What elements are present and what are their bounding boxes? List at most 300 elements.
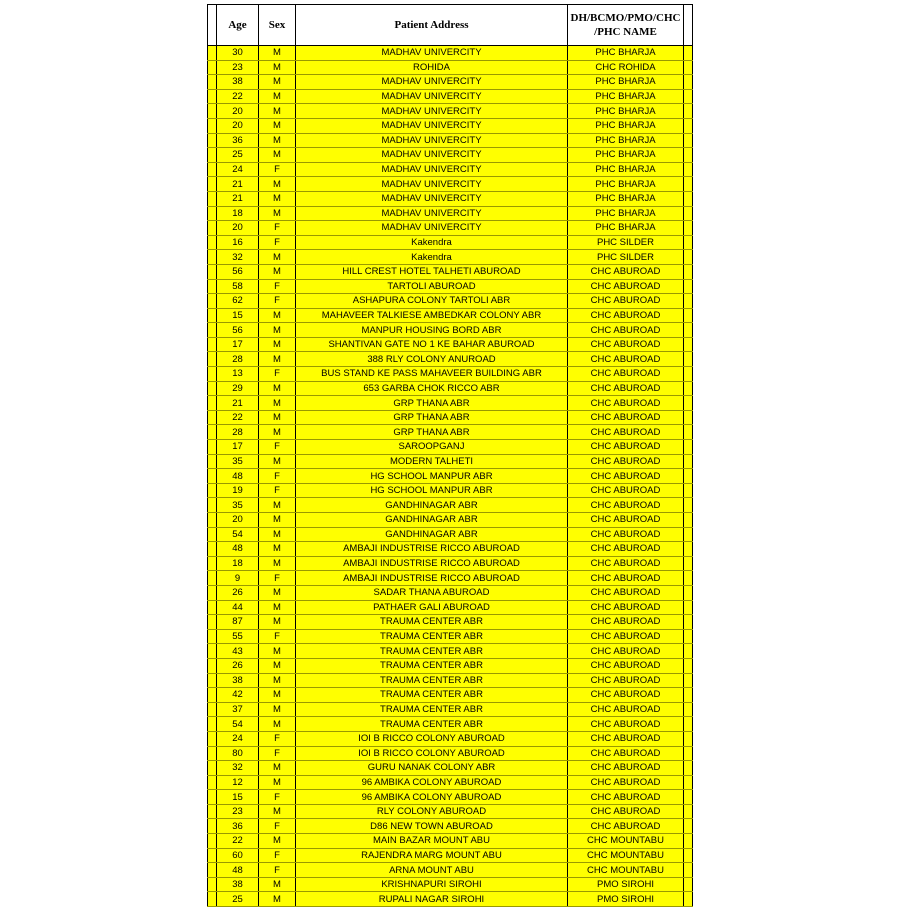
table-row <box>208 177 693 192</box>
cell-phc-name: CHC ABUROAD <box>568 367 684 382</box>
cell-age: 38 <box>217 673 259 688</box>
cell-address: MODERN TALHETI <box>296 454 568 469</box>
cell-blank-left <box>208 177 217 192</box>
cell-address: RLY COLONY ABUROAD <box>296 804 568 819</box>
cell-blank-left <box>208 498 217 513</box>
cell-blank-right <box>684 483 693 498</box>
header-sex: Sex <box>259 5 296 46</box>
cell-blank-right <box>684 644 693 659</box>
table-row <box>208 104 693 119</box>
cell-address: SADAR THANA ABUROAD <box>296 585 568 600</box>
cell-blank-right <box>684 542 693 557</box>
cell-blank-left <box>208 527 217 542</box>
cell-phc-name: CHC ABUROAD <box>568 323 684 338</box>
cell-blank-left <box>208 819 217 834</box>
table-row <box>208 717 693 732</box>
cell-address: GURU NANAK COLONY ABR <box>296 761 568 776</box>
cell-blank-left <box>208 46 217 61</box>
cell-blank-right <box>684 731 693 746</box>
cell-address: 96 AMBIKA COLONY ABUROAD <box>296 790 568 805</box>
table-row <box>208 118 693 133</box>
cell-blank-right <box>684 819 693 834</box>
cell-address: MADHAV UNIVERCITY <box>296 46 568 61</box>
cell-blank-left <box>208 775 217 790</box>
table-row <box>208 702 693 717</box>
cell-blank-right <box>684 571 693 586</box>
cell-sex: M <box>259 775 296 790</box>
cell-sex: M <box>259 542 296 557</box>
table-row <box>208 75 693 90</box>
cell-age: 23 <box>217 60 259 75</box>
cell-blank-right <box>684 513 693 528</box>
table-row <box>208 819 693 834</box>
cell-blank-right <box>684 206 693 221</box>
cell-age: 54 <box>217 527 259 542</box>
cell-sex: M <box>259 513 296 528</box>
cell-blank-right <box>684 527 693 542</box>
table-row <box>208 323 693 338</box>
table-row <box>208 892 693 907</box>
cell-blank-left <box>208 834 217 849</box>
header-blank-left <box>208 5 217 46</box>
cell-blank-right <box>684 790 693 805</box>
cell-sex: M <box>259 454 296 469</box>
cell-blank-left <box>208 673 217 688</box>
cell-address: MADHAV UNIVERCITY <box>296 75 568 90</box>
cell-blank-right <box>684 834 693 849</box>
cell-address: MADHAV UNIVERCITY <box>296 118 568 133</box>
cell-sex: M <box>259 892 296 907</box>
cell-blank-left <box>208 556 217 571</box>
cell-phc-name: CHC ABUROAD <box>568 717 684 732</box>
cell-address: GANDHINAGAR ABR <box>296 527 568 542</box>
cell-sex: M <box>259 133 296 148</box>
cell-blank-left <box>208 162 217 177</box>
cell-blank-right <box>684 191 693 206</box>
cell-blank-left <box>208 352 217 367</box>
cell-age: 21 <box>217 191 259 206</box>
cell-age: 15 <box>217 308 259 323</box>
cell-phc-name: PHC BHARJA <box>568 221 684 236</box>
table-row <box>208 644 693 659</box>
cell-sex: M <box>259 104 296 119</box>
cell-age: 48 <box>217 863 259 878</box>
table-row <box>208 483 693 498</box>
cell-blank-left <box>208 483 217 498</box>
cell-address: ARNA MOUNT ABU <box>296 863 568 878</box>
cell-address: MADHAV UNIVERCITY <box>296 133 568 148</box>
header-blank-right <box>684 5 693 46</box>
cell-blank-left <box>208 235 217 250</box>
cell-age: 12 <box>217 775 259 790</box>
cell-age: 22 <box>217 410 259 425</box>
cell-phc-name: CHC ABUROAD <box>568 571 684 586</box>
cell-address: HILL CREST HOTEL TALHETI ABUROAD <box>296 264 568 279</box>
cell-blank-left <box>208 892 217 907</box>
cell-blank-right <box>684 556 693 571</box>
cell-age: 56 <box>217 323 259 338</box>
cell-sex: M <box>259 644 296 659</box>
cell-phc-name: CHC MOUNTABU <box>568 863 684 878</box>
cell-phc-name: CHC ABUROAD <box>568 469 684 484</box>
cell-age: 48 <box>217 469 259 484</box>
cell-blank-right <box>684 892 693 907</box>
table-row <box>208 367 693 382</box>
cell-blank-left <box>208 513 217 528</box>
table-row <box>208 469 693 484</box>
table-row <box>208 279 693 294</box>
table-row <box>208 790 693 805</box>
cell-phc-name: CHC ABUROAD <box>568 615 684 630</box>
cell-blank-left <box>208 761 217 776</box>
table-row <box>208 673 693 688</box>
cell-blank-left <box>208 425 217 440</box>
table-row <box>208 658 693 673</box>
cell-phc-name: PMO SIROHI <box>568 877 684 892</box>
cell-blank-left <box>208 848 217 863</box>
cell-blank-left <box>208 585 217 600</box>
cell-address: TRAUMA CENTER ABR <box>296 717 568 732</box>
cell-sex: F <box>259 279 296 294</box>
table-row <box>208 688 693 703</box>
cell-phc-name: CHC ABUROAD <box>568 410 684 425</box>
cell-phc-name: CHC ABUROAD <box>568 542 684 557</box>
cell-sex: M <box>259 46 296 61</box>
cell-address: 96 AMBIKA COLONY ABUROAD <box>296 775 568 790</box>
cell-blank-left <box>208 221 217 236</box>
cell-blank-left <box>208 542 217 557</box>
cell-address: TRAUMA CENTER ABR <box>296 644 568 659</box>
cell-blank-right <box>684 264 693 279</box>
cell-sex: F <box>259 469 296 484</box>
cell-age: 18 <box>217 206 259 221</box>
cell-blank-left <box>208 688 217 703</box>
cell-age: 38 <box>217 877 259 892</box>
cell-address: BUS STAND KE PASS MAHAVEER BUILDING ABR <box>296 367 568 382</box>
cell-address: MADHAV UNIVERCITY <box>296 177 568 192</box>
cell-address: RAJENDRA MARG MOUNT ABU <box>296 848 568 863</box>
cell-blank-right <box>684 629 693 644</box>
cell-phc-name: CHC ABUROAD <box>568 658 684 673</box>
cell-age: 60 <box>217 848 259 863</box>
cell-address: AMBAJI INDUSTRISE RICCO ABUROAD <box>296 556 568 571</box>
cell-phc-name: CHC ABUROAD <box>568 527 684 542</box>
table-row <box>208 615 693 630</box>
cell-blank-right <box>684 104 693 119</box>
table-row <box>208 89 693 104</box>
cell-address: D86 NEW TOWN ABUROAD <box>296 819 568 834</box>
cell-age: 17 <box>217 337 259 352</box>
cell-age: 21 <box>217 396 259 411</box>
cell-blank-left <box>208 571 217 586</box>
cell-address: TRAUMA CENTER ABR <box>296 629 568 644</box>
cell-phc-name: CHC ABUROAD <box>568 396 684 411</box>
cell-address: MAHAVEER TALKIESE AMBEDKAR COLONY ABR <box>296 308 568 323</box>
table-row <box>208 629 693 644</box>
cell-age: 54 <box>217 717 259 732</box>
cell-age: 24 <box>217 162 259 177</box>
cell-phc-name: PHC BHARJA <box>568 46 684 61</box>
cell-address: 388 RLY COLONY ANUROAD <box>296 352 568 367</box>
cell-address: MADHAV UNIVERCITY <box>296 191 568 206</box>
cell-age: 17 <box>217 440 259 455</box>
cell-phc-name: CHC ABUROAD <box>568 644 684 659</box>
cell-blank-right <box>684 673 693 688</box>
cell-address: MADHAV UNIVERCITY <box>296 221 568 236</box>
cell-phc-name: CHC ABUROAD <box>568 498 684 513</box>
cell-blank-right <box>684 352 693 367</box>
cell-sex: M <box>259 615 296 630</box>
table-row <box>208 221 693 236</box>
cell-blank-left <box>208 600 217 615</box>
cell-address: MADHAV UNIVERCITY <box>296 89 568 104</box>
cell-blank-left <box>208 133 217 148</box>
cell-address: AMBAJI INDUSTRISE RICCO ABUROAD <box>296 571 568 586</box>
cell-sex: M <box>259 118 296 133</box>
cell-phc-name: CHC ABUROAD <box>568 629 684 644</box>
table-row <box>208 410 693 425</box>
cell-phc-name: PHC BHARJA <box>568 133 684 148</box>
cell-address: ASHAPURA COLONY TARTOLI ABR <box>296 294 568 309</box>
cell-address: KRISHNAPURI SIROHI <box>296 877 568 892</box>
cell-phc-name: CHC ABUROAD <box>568 702 684 717</box>
cell-blank-right <box>684 148 693 163</box>
cell-blank-right <box>684 323 693 338</box>
cell-blank-right <box>684 440 693 455</box>
cell-address: SHANTIVAN GATE NO 1 KE BAHAR ABUROAD <box>296 337 568 352</box>
cell-blank-left <box>208 731 217 746</box>
table-body <box>208 46 693 907</box>
cell-address: TRAUMA CENTER ABR <box>296 658 568 673</box>
cell-age: 36 <box>217 819 259 834</box>
cell-blank-left <box>208 746 217 761</box>
cell-address: TRAUMA CENTER ABR <box>296 688 568 703</box>
cell-address: Kakendra <box>296 250 568 265</box>
cell-blank-right <box>684 717 693 732</box>
cell-sex: M <box>259 264 296 279</box>
cell-age: 22 <box>217 834 259 849</box>
cell-age: 20 <box>217 118 259 133</box>
cell-age: 20 <box>217 513 259 528</box>
cell-sex: F <box>259 863 296 878</box>
cell-address: TRAUMA CENTER ABR <box>296 615 568 630</box>
cell-sex: M <box>259 89 296 104</box>
cell-address: IOI B RICCO COLONY ABUROAD <box>296 731 568 746</box>
cell-blank-left <box>208 118 217 133</box>
table-row <box>208 775 693 790</box>
cell-blank-right <box>684 60 693 75</box>
cell-sex: M <box>259 323 296 338</box>
cell-phc-name: CHC ABUROAD <box>568 790 684 805</box>
cell-age: 62 <box>217 294 259 309</box>
header-phc-line1: DH/BCMO/PMO/CHC <box>570 12 681 24</box>
cell-age: 20 <box>217 104 259 119</box>
cell-phc-name: PHC SILDER <box>568 250 684 265</box>
cell-age: 43 <box>217 644 259 659</box>
cell-sex: M <box>259 148 296 163</box>
table-row <box>208 425 693 440</box>
patient-table <box>207 4 693 907</box>
cell-blank-left <box>208 104 217 119</box>
cell-age: 58 <box>217 279 259 294</box>
cell-age: 26 <box>217 658 259 673</box>
cell-blank-right <box>684 863 693 878</box>
cell-blank-right <box>684 337 693 352</box>
cell-blank-right <box>684 221 693 236</box>
cell-phc-name: CHC ABUROAD <box>568 775 684 790</box>
cell-blank-right <box>684 118 693 133</box>
table-row <box>208 60 693 75</box>
cell-phc-name: CHC MOUNTABU <box>568 834 684 849</box>
cell-blank-right <box>684 585 693 600</box>
table-row <box>208 352 693 367</box>
cell-blank-right <box>684 75 693 90</box>
table-row <box>208 877 693 892</box>
cell-blank-right <box>684 133 693 148</box>
cell-sex: M <box>259 498 296 513</box>
cell-blank-left <box>208 308 217 323</box>
cell-address: MADHAV UNIVERCITY <box>296 104 568 119</box>
cell-blank-right <box>684 381 693 396</box>
cell-blank-right <box>684 396 693 411</box>
cell-blank-right <box>684 162 693 177</box>
cell-address: MADHAV UNIVERCITY <box>296 162 568 177</box>
cell-phc-name: CHC ABUROAD <box>568 673 684 688</box>
cell-blank-right <box>684 702 693 717</box>
cell-phc-name: CHC ABUROAD <box>568 440 684 455</box>
cell-phc-name: CHC ABUROAD <box>568 556 684 571</box>
cell-address: MADHAV UNIVERCITY <box>296 206 568 221</box>
cell-blank-left <box>208 60 217 75</box>
cell-address: MAIN BAZAR MOUNT ABU <box>296 834 568 849</box>
table-row <box>208 513 693 528</box>
cell-address: GRP THANA ABR <box>296 396 568 411</box>
table-row <box>208 46 693 61</box>
cell-phc-name: CHC ABUROAD <box>568 819 684 834</box>
cell-blank-left <box>208 381 217 396</box>
cell-sex: M <box>259 556 296 571</box>
cell-blank-left <box>208 294 217 309</box>
cell-address: TRAUMA CENTER ABR <box>296 702 568 717</box>
cell-blank-right <box>684 46 693 61</box>
cell-phc-name: PHC BHARJA <box>568 118 684 133</box>
cell-blank-right <box>684 804 693 819</box>
cell-sex: M <box>259 337 296 352</box>
table-row <box>208 585 693 600</box>
cell-blank-right <box>684 469 693 484</box>
cell-address: ROHIDA <box>296 60 568 75</box>
cell-age: 56 <box>217 264 259 279</box>
cell-sex: F <box>259 731 296 746</box>
cell-phc-name: PMO SIROHI <box>568 892 684 907</box>
cell-sex: M <box>259 75 296 90</box>
table-row <box>208 381 693 396</box>
cell-address: MANPUR HOUSING BORD ABR <box>296 323 568 338</box>
cell-age: 19 <box>217 483 259 498</box>
cell-blank-left <box>208 337 217 352</box>
cell-sex: M <box>259 717 296 732</box>
cell-blank-left <box>208 75 217 90</box>
cell-address: Kakendra <box>296 235 568 250</box>
cell-sex: M <box>259 191 296 206</box>
cell-sex: M <box>259 804 296 819</box>
cell-blank-left <box>208 191 217 206</box>
cell-blank-left <box>208 410 217 425</box>
cell-blank-left <box>208 717 217 732</box>
cell-age: 9 <box>217 571 259 586</box>
cell-age: 55 <box>217 629 259 644</box>
cell-phc-name: CHC ABUROAD <box>568 454 684 469</box>
cell-sex: M <box>259 425 296 440</box>
cell-age: 30 <box>217 46 259 61</box>
cell-address: SAROOPGANJ <box>296 440 568 455</box>
table-row <box>208 498 693 513</box>
cell-sex: M <box>259 761 296 776</box>
cell-phc-name: CHC ABUROAD <box>568 308 684 323</box>
cell-blank-left <box>208 206 217 221</box>
cell-blank-right <box>684 294 693 309</box>
cell-phc-name: CHC ABUROAD <box>568 264 684 279</box>
table-row <box>208 761 693 776</box>
cell-age: 28 <box>217 425 259 440</box>
cell-age: 87 <box>217 615 259 630</box>
cell-address: IOI B RICCO COLONY ABUROAD <box>296 746 568 761</box>
cell-sex: M <box>259 177 296 192</box>
cell-sex: F <box>259 790 296 805</box>
cell-sex: M <box>259 250 296 265</box>
cell-sex: F <box>259 235 296 250</box>
cell-blank-left <box>208 454 217 469</box>
cell-age: 28 <box>217 352 259 367</box>
cell-age: 25 <box>217 892 259 907</box>
cell-blank-right <box>684 615 693 630</box>
cell-phc-name: CHC ABUROAD <box>568 746 684 761</box>
cell-sex: M <box>259 600 296 615</box>
cell-blank-left <box>208 440 217 455</box>
cell-blank-right <box>684 89 693 104</box>
table-row <box>208 731 693 746</box>
cell-age: 42 <box>217 688 259 703</box>
cell-phc-name: CHC ABUROAD <box>568 483 684 498</box>
cell-age: 24 <box>217 731 259 746</box>
cell-blank-left <box>208 804 217 819</box>
cell-address: GANDHINAGAR ABR <box>296 513 568 528</box>
cell-blank-left <box>208 279 217 294</box>
table-row <box>208 571 693 586</box>
cell-blank-left <box>208 615 217 630</box>
cell-blank-right <box>684 600 693 615</box>
table-row <box>208 848 693 863</box>
cell-phc-name: PHC BHARJA <box>568 148 684 163</box>
cell-sex: F <box>259 629 296 644</box>
cell-blank-left <box>208 629 217 644</box>
cell-sex: F <box>259 294 296 309</box>
cell-age: 36 <box>217 133 259 148</box>
cell-blank-right <box>684 177 693 192</box>
cell-sex: M <box>259 688 296 703</box>
cell-sex: M <box>259 396 296 411</box>
table-row <box>208 191 693 206</box>
cell-age: 26 <box>217 585 259 600</box>
cell-blank-right <box>684 279 693 294</box>
cell-phc-name: PHC BHARJA <box>568 104 684 119</box>
table-row <box>208 133 693 148</box>
cell-address: GRP THANA ABR <box>296 410 568 425</box>
cell-blank-left <box>208 264 217 279</box>
cell-sex: M <box>259 352 296 367</box>
cell-age: 21 <box>217 177 259 192</box>
cell-address: MADHAV UNIVERCITY <box>296 148 568 163</box>
